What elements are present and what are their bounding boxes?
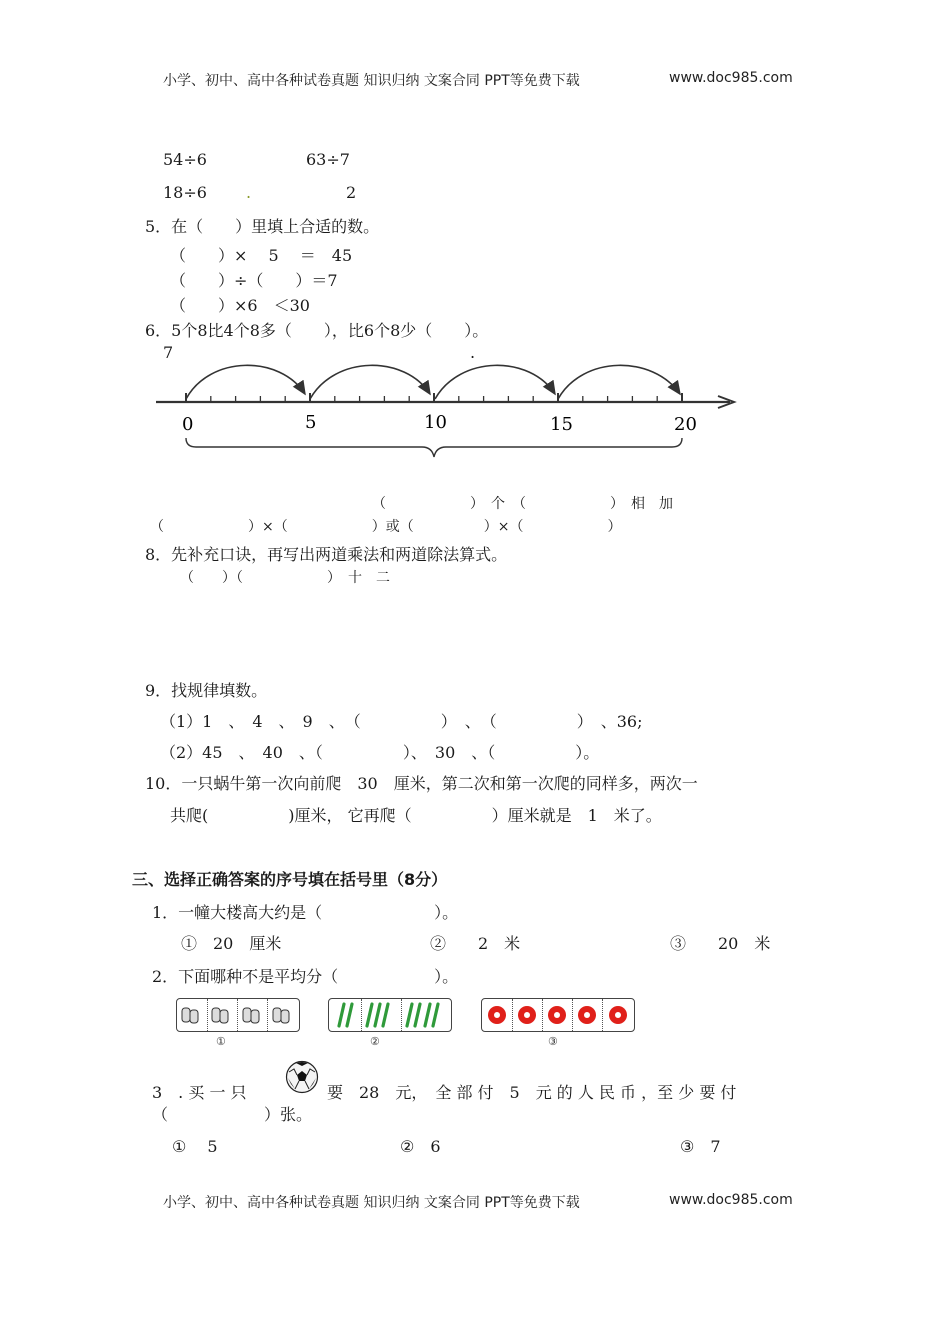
q7-number: 7 (163, 343, 174, 362)
mitten-icon (273, 1008, 289, 1023)
footer-url: www.doc985.com (669, 1192, 793, 1208)
q4-expr-b: 63÷7 (306, 150, 350, 169)
header-url: www.doc985.com (669, 70, 793, 86)
flower-icon (578, 1006, 596, 1024)
q5-line1: （ ）× 5 ＝ 45 (170, 246, 353, 265)
q10-line1: 10．一只蜗牛第一次向前爬 30 厘米，第二次和第一次爬的同样多，两次一 (145, 774, 698, 793)
tick-label-5: 5 (305, 412, 317, 433)
mitten-icon (182, 1008, 198, 1023)
q10-line2: 共爬( )厘米， 它再爬（ ）厘米就是 1 米了。 (170, 806, 662, 825)
tick-label-10: 10 (424, 412, 447, 433)
q5-title: 5．在（ ）里填上合适的数。 (145, 217, 380, 236)
q9-line2: （2）45 、 40 、（ ）、 30 、（ ）。 (160, 743, 600, 762)
q5-line2: （ ）÷（ ）＝7 (170, 271, 338, 290)
c1-option-3: ③ 20 米 (670, 934, 771, 953)
jump-arc-3 (435, 365, 555, 399)
option-3-flowers-box (481, 998, 635, 1032)
jump-arc-1 (186, 365, 305, 399)
q7-fill-row2: （ ）×（ ）或（ ）×（ ） (150, 519, 622, 535)
tick-label-0: 0 (182, 414, 194, 435)
option-1-label: ① (216, 1035, 226, 1048)
green-sticks-icon (329, 999, 451, 1031)
number-line-figure (150, 355, 750, 465)
c1-title: 1．一幢大楼高大约是（ ）。 (152, 903, 459, 922)
flower-icon (488, 1006, 506, 1024)
q4-expr-d: 2 (346, 183, 357, 202)
q4-expr-a: 54÷6 (163, 150, 207, 169)
minor-ticks (186, 393, 682, 402)
q5-line3: （ ）×6 ＜30 (170, 296, 310, 315)
jump-arc-4 (558, 365, 680, 399)
q8-title: 8．先补充口诀，再写出两道乘法和两道除法算式。 (145, 545, 508, 564)
mitten-icon (212, 1008, 228, 1023)
c3-text-pre: 3 . 买 一 只 (152, 1083, 247, 1102)
footer-text: 小学、初中、高中各种试卷真题 知识归纳 文案合同 PPT等免费下载 (163, 1195, 580, 1211)
option-2-label: ② (370, 1035, 380, 1048)
q4-dot: . (246, 183, 252, 202)
c3-option-2: ② 6 (400, 1137, 441, 1156)
c3-text-post: 要 28 元， 全 部 付 5 元 的 人 民 币 ，至 少 要 付 (327, 1083, 737, 1102)
q9-title: 9．找规律填数。 (145, 681, 268, 700)
c2-title: 2．下面哪种不是平均分（ ）。 (152, 967, 459, 986)
jump-arc-2 (310, 365, 430, 399)
c1-option-1: ① 20 厘米 (181, 934, 282, 953)
c1-option-2: ② 2 米 (430, 934, 521, 953)
soccer-ball-icon (285, 1060, 319, 1094)
q4-expr-c: 18÷6 (163, 183, 207, 202)
q7-fill-row1: （ ） 个 （ ） 相 加 (372, 496, 673, 512)
q7-dot: . (470, 343, 476, 362)
q8-formula-line: （ ）（ ） 十 二 (180, 570, 390, 586)
q9-line1: （1）1 、 4 、 9 、 （ ） 、 （ ） 、36; (160, 712, 643, 731)
brace-bracket (186, 438, 682, 457)
option-1-mittens-box (176, 998, 300, 1032)
tick-label-15: 15 (550, 414, 573, 435)
flower-icon (609, 1006, 627, 1024)
header-text: 小学、初中、高中各种试卷真题 知识归纳 文案合同 PPT等免费下载 (163, 73, 580, 89)
tick-label-20: 20 (674, 414, 697, 435)
option-2-sticks-box (328, 998, 452, 1032)
flower-icon (548, 1006, 566, 1024)
flower-icon (518, 1006, 536, 1024)
q6-title: 6．5个8比4个8多（ ），比6个8少（ ）。 (145, 321, 489, 340)
mitten-icon (243, 1008, 259, 1023)
section3-title: 三、选择正确答案的序号填在括号里（8分） (132, 870, 448, 889)
c3-line2: （ ）张。 (152, 1105, 313, 1124)
c3-option-3: ③ 7 (680, 1137, 721, 1156)
c3-option-1: ① 5 (172, 1137, 218, 1156)
option-3-label: ③ (548, 1035, 558, 1048)
